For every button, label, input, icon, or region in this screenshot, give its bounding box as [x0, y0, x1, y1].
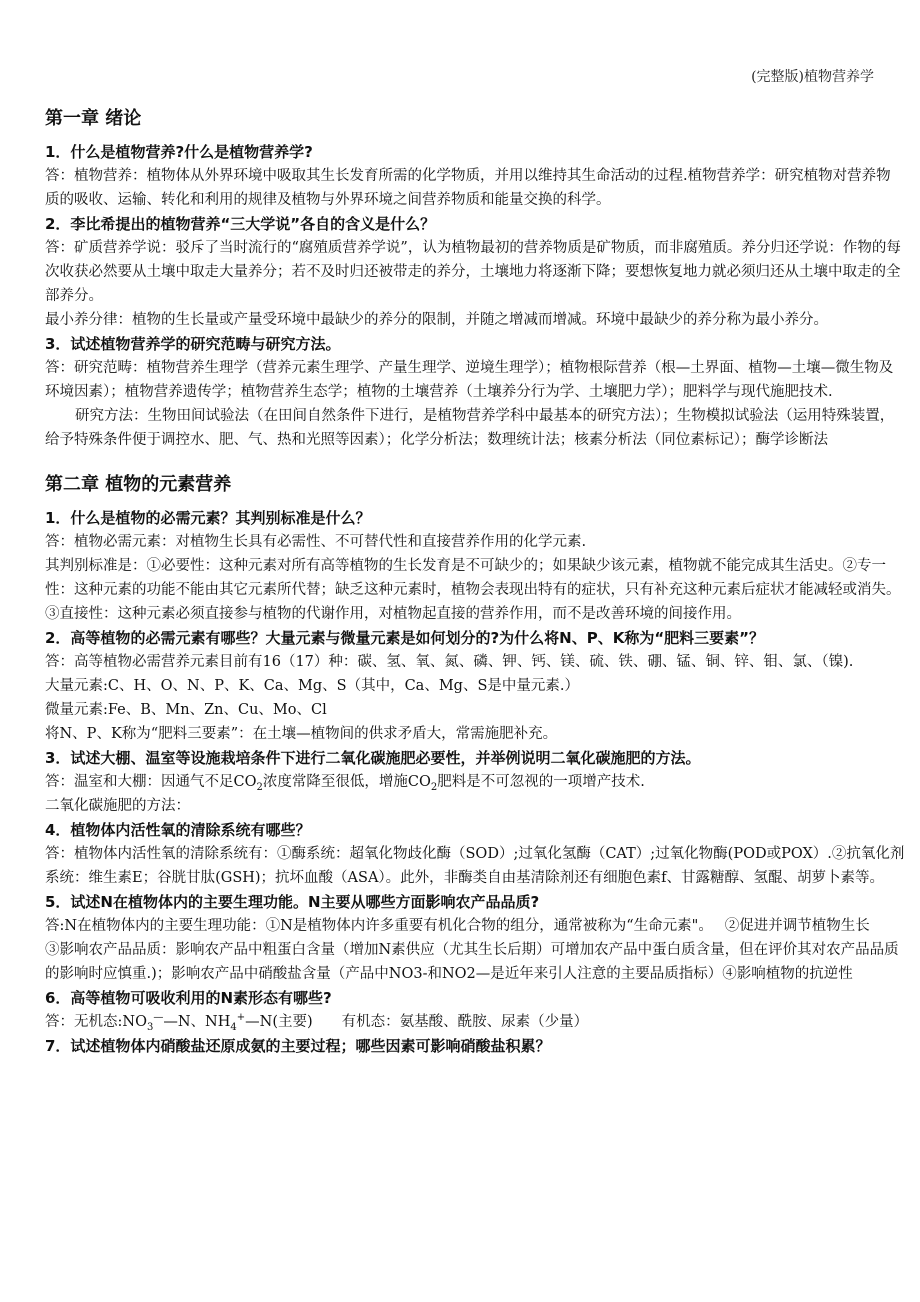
answer-2-6: 答：无机态$:NO_3^——N$、$NH_4^+—N$(主要) 有机态：氨基酸、酰胺、尿素（少量） — [45, 1012, 589, 1033]
answer-2-5: 答:N在植物体内的主要生理功能：①N是植物体内许多重要有机化合物的组分，通常被称为“生命元素"。 ②促进并调节植物生长 ③影响农产品品质：影响农产品中粗蛋白含量（增加N素供应（尤其生长后期）可增加农产品中蛋白质含量，但在评价其对农产品品质的影响时应慎重.)；影响农产品中硝酸盐含量（产品中NO3-和NO2—是近年来引人注意的主要品质指标）④影响植物的抗逆性 — [45, 918, 899, 982]
question-1-1: 1．什么是植物营养?什么是植物营养学? — [45, 143, 313, 161]
question-2-7: 7．试述植物体内硝酸盐还原成氨的主要过程；哪些因素可影响硝酸盐积累？ — [45, 1037, 551, 1055]
answer-1-1: 答：植物营养：植物体从外界环境中吸取其生长发育所需的化学物质，并用以维持其生命活动的过程.植物营养学：研究植物对营养物质的吸收、运输、转化和利用的规律及植物与外界环境之间营养物质和能量交换的科学。 — [45, 168, 891, 208]
answer-2-1b: 其判别标准是：①必要性：这种元素对所有高等植物的生长发育是不可缺少的；如果缺少该元素，植物就不能完成其生活史。②专一性：这种元素的功能不能由其它元素所代替；缺乏这种元素时，植物会表现出特有的症状，只有补充这种元素后症状才能减轻或消失。③直接性：这种元素必须直接参与植物的代谢作用，对植物起直接的营养作用，而不是改善环境的间接作用。 — [45, 558, 901, 622]
question-2-5: 5．试述N在植物体内的主要生理功能。N主要从哪些方面影响农产品品质? — [45, 893, 540, 911]
answer-1-3a: 答：研究范畴：植物营养生理学（营养元素生理学、产量生理学、逆境生理学）；植物根际营养（根—土界面、植物—土壤—微生物及环境因素）；植物营养遗传学；植物营养生态学；植物的土壤营养（土壤养分行为学、土壤肥力学）；肥料学与现代施肥技术. — [45, 360, 894, 400]
answer-2-1a: 答：植物必需元素：对植物生长具有必需性、不可替代性和直接营养作用的化学元素. — [45, 534, 587, 550]
question-1-3: 3．试述植物营养学的研究范畴与研究方法。 — [45, 335, 341, 353]
answer-2-2a: 答：高等植物必需营养元素目前有16（17）种：碳、氢、氧、氮、磷、钾、钙、镁、硫、铁、硼、锰、铜、锌、钼、氯、（镍). — [45, 654, 854, 670]
chapter-2-title: 第二章 植物的元素营养 — [45, 474, 232, 495]
question-2-4: 4．植物体内活性氧的清除系统有哪些？ — [45, 821, 311, 839]
question-2-3: 3．试述大棚、温室等设施栽培条件下进行二氧化碳施肥必要性，并举例说明二氧化碳施肥的方法。 — [45, 749, 701, 767]
document-body — [45, 96, 905, 1058]
answer-2-3b: 二氧化碳施肥的方法： — [45, 798, 190, 814]
answer-2-4: 答：植物体内活性氧的清除系统有：①酶系统：超氧化物歧化酶（SOD）;过氧化氢酶（CAT）;过氧化物酶(POD或POX）.②抗氧化剂系统：维生素E；谷胱甘肽(GSH)；抗坏血酸（ASA）。此外，非酶类自由基清除剂还有细胞色素f、甘露糖醇、氢醌、胡萝卜素等。 — [45, 846, 905, 886]
answer-1-2b: 最小养分律：植物的生长量或产量受环境中最缺少的养分的限制，并随之增减而增减。环境中最缺少的养分称为最小养分。 — [45, 312, 828, 328]
answer-2-2d: 将N、P、K称为“肥料三要素”：在土壤—植物间的供求矛盾大，常需施肥补充。 — [45, 726, 558, 742]
question-2-2: 2．高等植物的必需元素有哪些？大量元素与微量元素是如何划分的?为什么将N、P、K称为“肥料三要素”？ — [45, 629, 765, 647]
page-header: (完整版)植物营养学 — [751, 69, 874, 85]
answer-2-3a: 答：温室和大棚：因通气不足$CO_2$浓度常降至很低，增施$CO_2$肥料是不可忽视的一项增产技术. — [45, 774, 645, 793]
answer-1-2a: 答：矿质营养学说：驳斥了当时流行的“腐殖质营养学说”，认为植物最初的营养物质是矿物质，而非腐殖质。养分归还学说：作物的每次收获必然要从土壤中取走大量养分；若不及时归还被带走的养分，土壤地力将逐渐下降；要想恢复地力就必须归还从土壤中取走的全部养分。 — [45, 240, 901, 304]
answer-2-2c: 微量元素:Fe、B、Mn、Zn、Cu、Mo、Cl — [45, 702, 327, 718]
answer-1-3b: 研究方法：生物田间试验法（在田间自然条件下进行，是植物营养学科中最基本的研究方法）；生物模拟试验法（运用特殊装置，给予特殊条件便于调控水、肥、气、热和光照等因素）；化学分析法；数理统计法；核素分析法（同位素标记）；酶学诊断法 — [45, 408, 895, 448]
question-1-2: 2．李比希提出的植物营养“三大学说”各自的含义是什么？ — [45, 215, 436, 233]
question-2-1: 1．什么是植物的必需元素？其判别标准是什么？ — [45, 509, 371, 527]
chapter-1-title: 第一章 绪论 — [45, 108, 142, 129]
answer-2-2b: 大量元素:C、H、O、N、P、K、Ca、Mg、S（其中，Ca、Mg、S是中量元素.） — [45, 678, 579, 694]
question-2-6: 6．高等植物可吸收利用的N素形态有哪些? — [45, 989, 332, 1007]
